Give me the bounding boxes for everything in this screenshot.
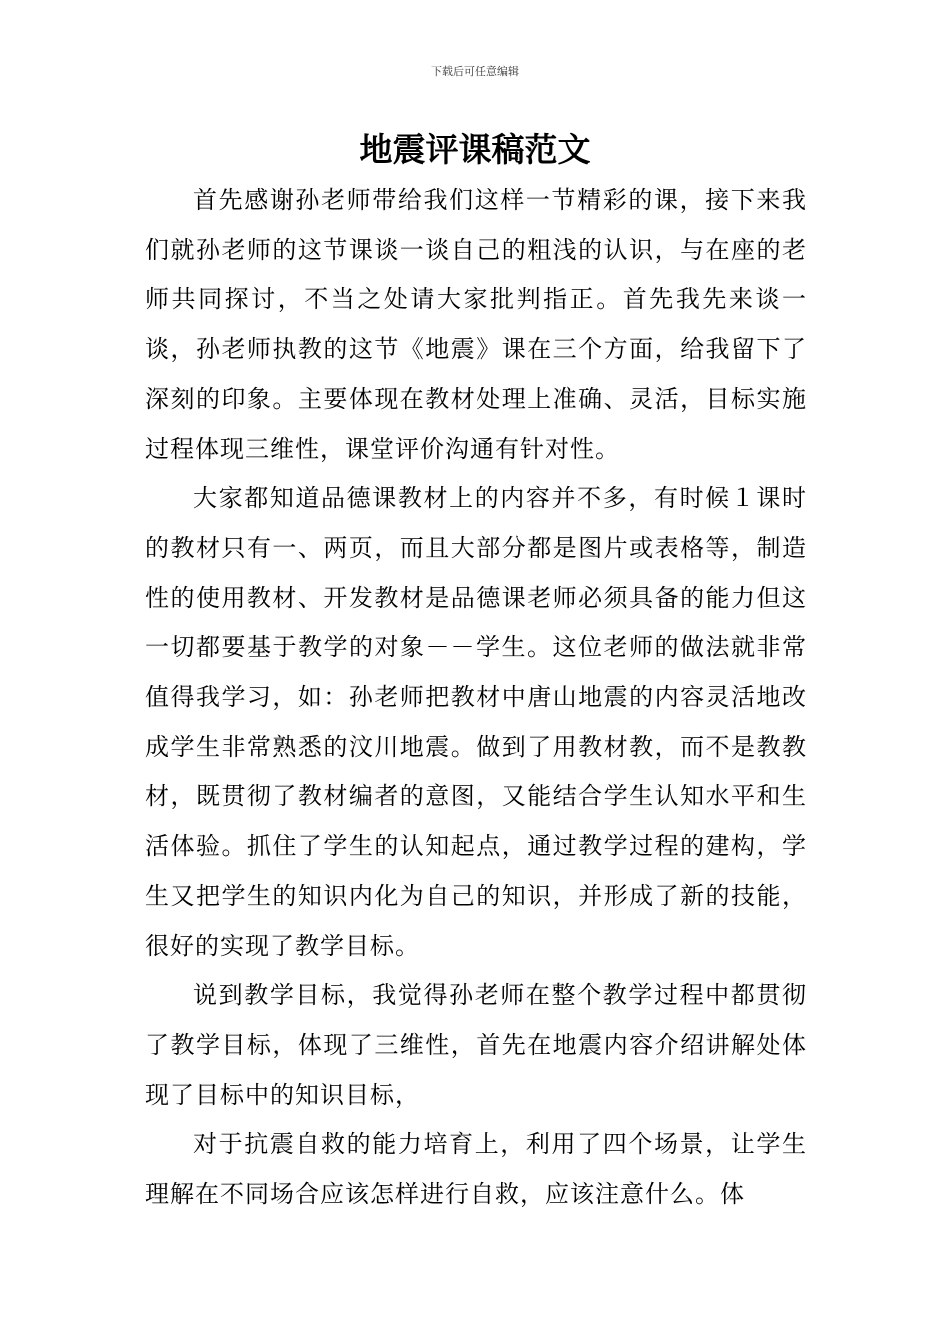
document-body — [145, 176, 807, 1220]
paragraph: 首先感谢孙老师带给我们这样一节精彩的课，接下来我们就孙老师的这节课谈一谈自己的粗浅的认识，与在座的老师共同探讨，不当之处请大家批判指正。首先我先来谈一谈，孙老师执教的这节《地震》课在三个方面，给我留下了深刻的印象。主要体现在教材处理上准确、灵活，目标实施过程体现三维性，课堂评价沟通有针对性。 — [145, 186, 807, 463]
header-note: 下载后可任意编辑 — [431, 65, 519, 78]
paragraph: 对于抗震自救的能力培育上，利用了四个场景，让学生理解在不同场合应该怎样进行自救，应该注意什么。体 — [145, 1130, 807, 1209]
document-title: 地震评课稿范文 — [359, 130, 591, 169]
paragraph: 说到教学目标，我觉得孙老师在整个教学过程中都贯彻了教学目标，体现了三维性，首先在地震内容介绍讲解处体现了目标中的知识目标， — [145, 981, 807, 1109]
paragraph: 大家都知道品德课教材上的内容并不多，有时候１课时的教材只有一、两页，而且大部分都是图片或表格等，制造性的使用教材、开发教材是品德课老师必须具备的能力但这一切都要基于教学的对象－－学生。这位老师的做法就非常值得我学习，如：孙老师把教材中唐山地震的内容灵活地改成学生非常熟悉的汶川地震。做到了用教材教，而不是教教材，既贯彻了教材编者的意图，又能结合学生认知水平和生活体验。抓住了学生的认知起点，通过教学过程的建构，学生又把学生的知识内化为自己的知识，并形成了新的技能，很好的实现了教学目标。 — [145, 484, 807, 960]
